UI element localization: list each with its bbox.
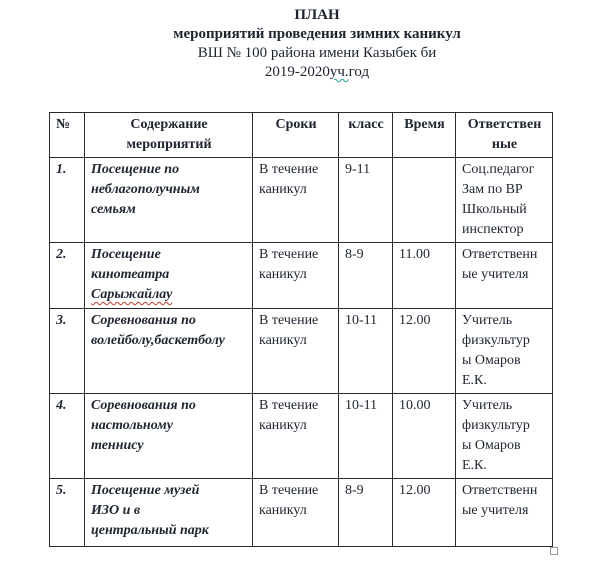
title-line-year: [34, 63, 600, 82]
cell-content: Соревнования по волейболу,баскетболу: [85, 309, 253, 394]
cell-num: 1.: [50, 158, 85, 243]
title-line-plan: ПЛАН: [294, 7, 340, 23]
table-header-row: [50, 113, 553, 158]
header-content: Содержание мероприятий: [85, 113, 253, 158]
cell-responsible: Ответственн ые учителя: [456, 479, 553, 547]
cell-time: 12.00: [393, 479, 456, 547]
table-row: [50, 479, 553, 547]
title-line-school: ВШ № 100 района имени Казыбек би: [197, 45, 437, 61]
cell-time: 12.00: [393, 309, 456, 394]
cell-num: 3.: [50, 309, 85, 394]
table-row: [50, 158, 553, 243]
cell-num: 2.: [50, 243, 85, 309]
cell-dates: В течение каникул: [253, 394, 339, 479]
cell-content: Посещение музей ИЗО и в центральный парк: [85, 479, 253, 547]
title-year-suffix: год: [348, 64, 370, 80]
plan-table: [49, 112, 553, 547]
table-resize-handle[interactable]: [550, 547, 558, 555]
cell-responsible: Учитель физкультур ы Омаров Е.К.: [456, 309, 553, 394]
header-dates: Сроки: [253, 113, 339, 158]
cell-content-text: Посещение кинотеатра: [91, 247, 170, 282]
title-year-range: 2019-2020: [264, 64, 330, 80]
cell-content: Посещение по неблагополучным семьям: [85, 158, 253, 243]
cell-time: 10.00: [393, 394, 456, 479]
title-line-subtitle: мероприятий проведения зимних каникул: [173, 26, 461, 42]
header-time: Время: [393, 113, 456, 158]
cell-num: 4.: [50, 394, 85, 479]
title-year-grammar-marked: уч.: [329, 64, 349, 80]
table-row: [50, 394, 553, 479]
header-num: №: [50, 113, 85, 158]
cell-grade: 8-9: [339, 479, 393, 547]
cell-grade: 10-11: [339, 309, 393, 394]
cell-dates: В течение каникул: [253, 479, 339, 547]
header-grade: класс: [339, 113, 393, 158]
cell-responsible: Учитель физкультур ы Омаров Е.К.: [456, 394, 553, 479]
cell-dates: В течение каникул: [253, 243, 339, 309]
table-row: [50, 309, 553, 394]
cell-grade: 9-11: [339, 158, 393, 243]
cell-time: [393, 158, 456, 243]
document-header: [0, 6, 600, 82]
cell-dates: В течение каникул: [253, 309, 339, 394]
cell-content-spellcheck-marked: Сарыжайлау: [91, 287, 173, 302]
cell-grade: 10-11: [339, 394, 393, 479]
table-row: [50, 243, 553, 309]
cell-responsible: Ответственн ые учителя: [456, 243, 553, 309]
cell-dates: В течение каникул: [253, 158, 339, 243]
cell-content: [85, 243, 253, 309]
header-responsible: Ответствен ные: [456, 113, 553, 158]
cell-time: 11.00: [393, 243, 456, 309]
cell-content: Соревнования по настольному теннису: [85, 394, 253, 479]
cell-num: 5.: [50, 479, 85, 547]
cell-responsible: Соц.педагог Зам по ВР Школьный инспектор: [456, 158, 553, 243]
cell-grade: 8-9: [339, 243, 393, 309]
table-container: [49, 112, 553, 547]
